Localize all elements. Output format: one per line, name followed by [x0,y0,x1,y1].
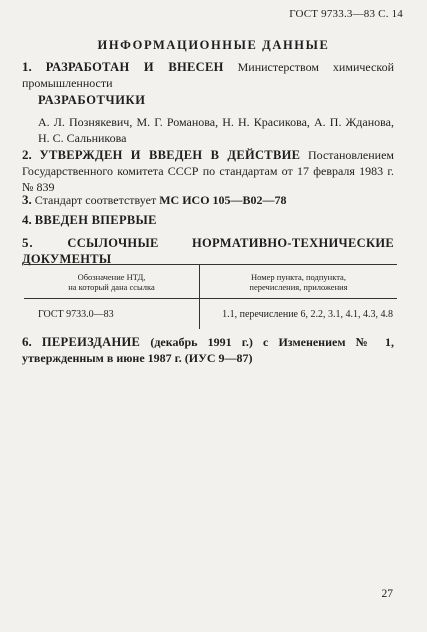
section-5-number: 5. [22,235,34,250]
section-4-heading: ВВЕДЕН ВПЕРВЫЕ [34,213,157,227]
section-3-standard: МС ИСО 105—В02—78 [159,193,287,207]
table-cell-clauses: 1.1, перечисление 6, 2.2, 3.1, 4.1, 4.3, 4.8 [222,308,393,320]
section-2-number: 2. [22,147,32,162]
section-3 [22,192,394,208]
table-row [24,299,397,330]
section-2-text: Постановлением Государственного комитета СССР по стандартам от 17 февраля 1983 г. № 839 [22,148,395,194]
section-2 [22,147,394,195]
section-6-heading: ПЕРЕИЗДАНИЕ [41,335,141,349]
reference-table-col2-header [200,265,398,299]
section-5 [22,235,394,267]
section-5-heading: ССЫЛОЧНЫЕ НОРМАТИВНО-ТЕХНИЧЕСКИЕ ДОКУМЕНТЫ [22,236,394,266]
section-4-number: 4. [22,212,32,227]
col2-header-line1: Номер пункта, подпункта, [251,271,346,282]
table-cell-doc: ГОСТ 9733.0—83 [24,299,200,330]
reference-table [24,264,397,329]
standard-reference: ГОСТ 9733.3—83 С. 14 [289,8,403,20]
developers-names: А. Л. Познякевич, М. Г. Романова, Н. Н. Красикова, А. П. Жданова, Н. С. Сальникова [38,115,394,145]
section-1-heading: РАЗРАБОТАН И ВНЕСЕН [45,60,224,74]
section-3-text: Стандарт соответствует [31,193,160,207]
page-number: 27 [381,588,393,600]
developers-heading: РАЗРАБОТЧИКИ [38,93,146,107]
section-4 [22,212,394,228]
col2-header-line2: перечисления, приложения [249,281,348,292]
section-6-number: 6. [22,334,32,349]
col1-header-line2: на который дана ссылка [68,281,155,292]
section-6-text: (декабрь 1991 г.) с Изменением № 1, утвержденным в июне 1987 г. (ИУС 9—87) [22,335,394,365]
section-6 [22,334,394,366]
section-1-number: 1. [22,59,32,74]
section-2-heading: УТВЕРЖДЕН И ВВЕДЕН В ДЕЙСТВИЕ [39,148,301,162]
section-1 [22,59,394,91]
col1-header-line1: Обозначение НТД, [77,271,146,282]
page-title: ИНФОРМАЦИОННЫЕ ДАННЫЕ [97,38,330,52]
section-3-number: 3. [22,192,32,207]
reference-table-header [24,265,397,299]
reference-table-col1-header [24,265,200,299]
section-1-text: Министерством химической промышленности [22,60,394,90]
